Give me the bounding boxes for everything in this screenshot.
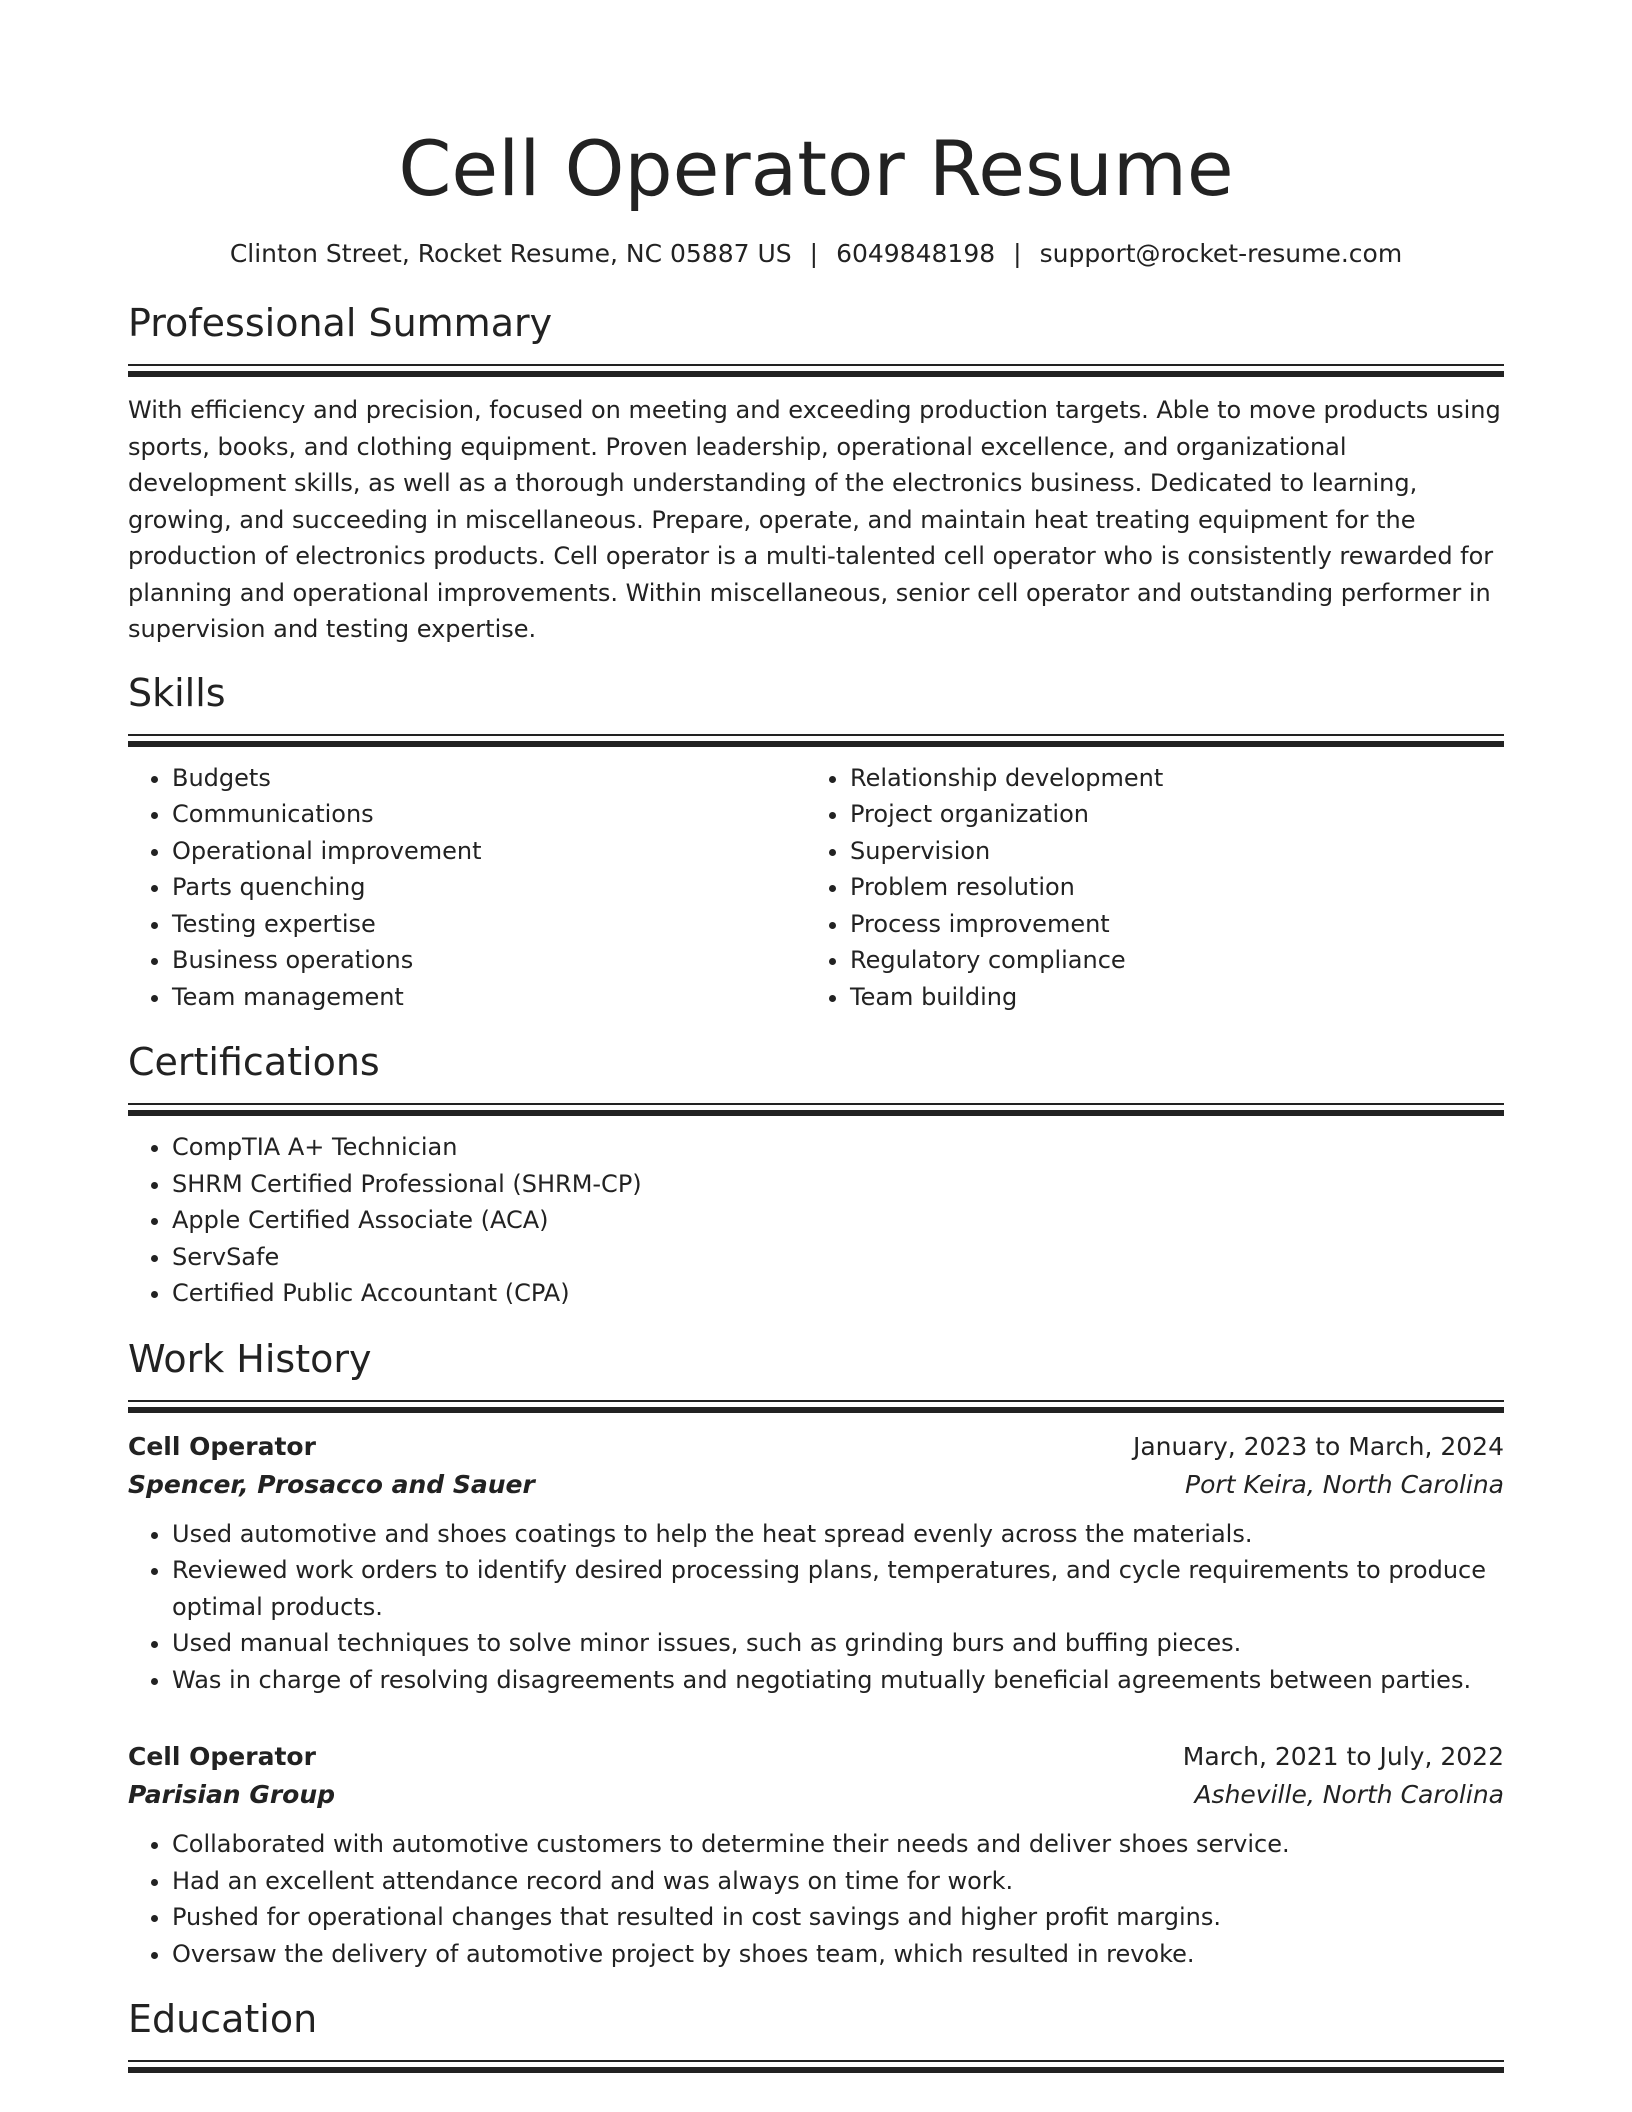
- skills-list-left: [128, 760, 806, 1016]
- skill-item: • Regulatory compliance: [850, 942, 1484, 979]
- certification-item: • CompTIA A+ Technician: [172, 1129, 1504, 1166]
- job-company-row: [128, 1466, 1504, 1504]
- job-company: Spencer, Prosacco and Sauer: [128, 1469, 535, 1499]
- job-location: Port Keira, North Carolina: [1185, 1469, 1504, 1499]
- skills-heading: Skills: [128, 670, 226, 715]
- skill-item: • Relationship development: [850, 760, 1484, 797]
- job-location: Asheville, North Carolina: [1194, 1780, 1504, 1809]
- education-section: [128, 1996, 1504, 2074]
- job-bullet: • Oversaw the delivery of automotive project by shoes team, which resulted in revoke.: [172, 1936, 1504, 1973]
- job-company: Parisian Group: [128, 1780, 336, 1809]
- skills-grid: [128, 760, 1504, 1016]
- contact-separator: |: [1013, 239, 1022, 268]
- work-heading: Work History: [128, 1336, 372, 1381]
- skill-item: • Team management: [172, 979, 806, 1016]
- certifications-section: [128, 1039, 1504, 1312]
- contact-email: support@rocket-resume.com: [1039, 239, 1403, 268]
- contact-line: [128, 238, 1504, 270]
- job-title: Cell Operator: [128, 1431, 316, 1461]
- job-bullet: • Used automotive and shoes coatings to help the heat spread evenly across the materials.: [172, 1516, 1504, 1553]
- certification-item: • ServSafe: [172, 1239, 1504, 1276]
- skills-section: [128, 670, 1504, 1016]
- skill-item: • Business operations: [172, 942, 806, 979]
- job-bullet: • Was in charge of resolving disagreements and negotiating mutually beneficial agreements between parties.: [172, 1662, 1504, 1699]
- skill-item: • Operational improvement: [172, 833, 806, 870]
- education-heading: Education: [128, 1997, 318, 2041]
- certification-item: • Apple Certified Associate (ACA): [172, 1202, 1504, 1239]
- section-divider: [128, 364, 1504, 378]
- work-section: [128, 1336, 1504, 1973]
- job-dates: March, 2021 to July, 2022: [1182, 1742, 1504, 1771]
- job-dates: January, 2023 to March, 2024: [1132, 1431, 1504, 1461]
- summary-text: With efficiency and precision, focused on meeting and exceeding production targets. Able to move products using sports, books, and clothing equipment. Proven leadership, operational excellence, and organizational development skills, as well as a thorough understanding of the electronics business. Dedicated to learning, growing, and succeeding in miscellaneous. Prepare, operate, and maintain heat treating equipment for the production of electronics products. Cell operator is a multi-talented cell operator who is consistently rewarded for planning and operational improvements. Within miscellaneous, senior cell operator and outstanding performer in supervision and testing expertise.: [128, 396, 1501, 643]
- skill-item: • Supervision: [850, 833, 1484, 870]
- job-title: Cell Operator: [128, 1742, 316, 1771]
- job-entry: [128, 1428, 1504, 1699]
- contact-separator: |: [809, 239, 819, 268]
- skill-item: • Process improvement: [850, 906, 1484, 943]
- section-divider: [128, 2060, 1504, 2074]
- skill-item: • Budgets: [172, 760, 806, 797]
- certifications-list: [128, 1129, 1504, 1312]
- resume-page: [128, 0, 1504, 2074]
- job-bullet: • Used manual techniques to solve minor issues, such as grinding burs and buffing pieces.: [172, 1625, 1504, 1662]
- skill-item: • Communications: [172, 796, 806, 833]
- job-bullet: • Had an excellent attendance record and was always on time for work.: [172, 1863, 1504, 1900]
- certification-item: • Certified Public Accountant (CPA): [172, 1275, 1504, 1312]
- job-bullet: • Reviewed work orders to identify desired processing plans, temperatures, and cycle requirements to produce optimal products.: [172, 1552, 1504, 1625]
- certifications-heading: Certifications: [128, 1040, 380, 1084]
- section-divider: [128, 1400, 1504, 1414]
- skill-item: • Team building: [850, 979, 1484, 1016]
- skill-item: • Testing expertise: [172, 906, 806, 943]
- job-header-row: [128, 1428, 1504, 1466]
- contact-address: Clinton Street, Rocket Resume, NC 05887 US: [229, 239, 792, 268]
- job-header-row: [128, 1738, 1504, 1776]
- skill-item: • Problem resolution: [850, 869, 1484, 906]
- skill-item: • Project organization: [850, 796, 1484, 833]
- job-company-row: [128, 1776, 1504, 1814]
- certification-item: • SHRM Certified Professional (SHRM-CP): [172, 1166, 1504, 1203]
- summary-section: [128, 300, 1504, 648]
- skill-item: • Parts quenching: [172, 869, 806, 906]
- job-entry: [128, 1738, 1504, 1972]
- section-divider: [128, 1103, 1504, 1117]
- skills-list-right: [806, 760, 1484, 1016]
- summary-heading: Professional Summary: [128, 301, 553, 345]
- job-bullet: • Pushed for operational changes that resulted in cost savings and higher profit margins.: [172, 1899, 1504, 1936]
- contact-phone: 6049848198: [836, 239, 996, 268]
- resume-title: Cell Operator Resume: [398, 124, 1234, 213]
- job-bullets: [128, 1826, 1504, 1972]
- section-divider: [128, 734, 1504, 748]
- job-bullet: • Collaborated with automotive customers to determine their needs and deliver shoes service.: [172, 1826, 1504, 1863]
- job-bullets: [128, 1516, 1504, 1699]
